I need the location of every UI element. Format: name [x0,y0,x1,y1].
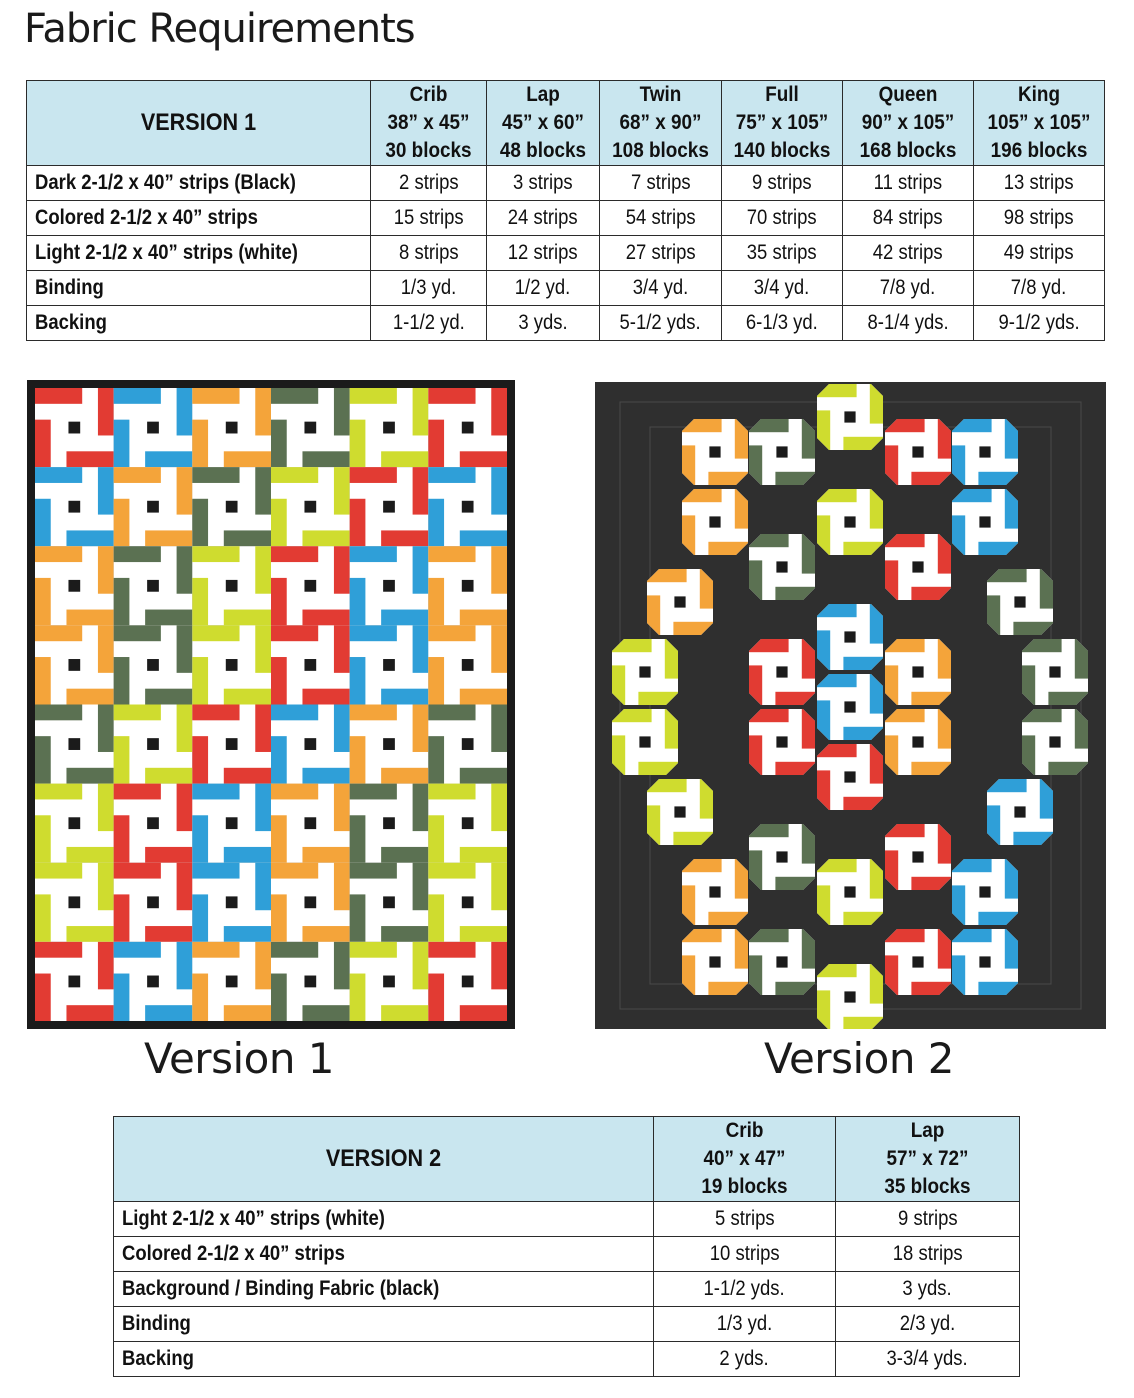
table-cell: 11 strips [843,166,974,201]
table-cell: 1/3 yd. [654,1307,836,1342]
table-cell: 3 yds. [836,1272,1020,1307]
quilt-block [271,942,350,1021]
quilt-block [885,419,951,485]
quilt-block [428,467,507,546]
table-cell: 13 strips [974,166,1105,201]
row-label: Binding [114,1307,654,1342]
quilt-block [114,388,193,467]
quilt-block [749,824,815,890]
quilt-block [682,489,748,555]
quilt-block [35,705,114,784]
quilt-block [817,964,883,1029]
row-label: Backing [114,1342,654,1377]
table-row [114,1202,1020,1237]
table-cell: 18 strips [836,1237,1020,1272]
table-cell: 42 strips [843,236,974,271]
quilt-block [987,569,1053,635]
size-column-header: Lap 57” x 72” 35 blocks [836,1117,1020,1202]
quilt-block [35,625,114,704]
table-cell: 1-1/2 yd. [371,306,487,341]
row-label: Light 2-1/2 x 40” strips (white) [27,236,371,271]
row-label: Backing [27,306,371,341]
table-cell: 54 strips [600,201,722,236]
table-row [27,271,1105,306]
quilt-block [1022,639,1088,705]
quilt-block [682,859,748,925]
quilt-block [817,859,883,925]
quilt-block [749,419,815,485]
table-cell: 10 strips [654,1237,836,1272]
table-cell: 1/3 yd. [371,271,487,306]
row-label: Background / Binding Fabric (black) [114,1272,654,1307]
quilt-block [350,467,429,546]
table-cell: 35 strips [722,236,843,271]
size-column-header: Twin 68” x 90” 108 blocks [600,81,722,166]
quilt-block [192,467,271,546]
table-cell: 27 strips [600,236,722,271]
table-row [27,236,1105,271]
quilt-block [271,625,350,704]
quilt-block [1022,709,1088,775]
quilt-block [428,942,507,1021]
quilt-block [885,824,951,890]
quilt-block [749,534,815,600]
quilt-block [192,863,271,942]
row-label: Colored 2-1/2 x 40” strips [27,201,371,236]
size-column-header: Queen 90” x 105” 168 blocks [843,81,974,166]
table-cell: 7/8 yd. [843,271,974,306]
quilt-block [885,534,951,600]
quilt-block [817,674,883,740]
quilt-block [885,929,951,995]
table-row [27,201,1105,236]
table-cell: 1-1/2 yds. [654,1272,836,1307]
quilt-block [817,744,883,810]
table-row [114,1237,1020,1272]
quilt-block [817,384,883,450]
size-column-header: King 105” x 105” 196 blocks [974,81,1105,166]
quilt-block [35,863,114,942]
quilt-block [114,546,193,625]
quilt-block [271,388,350,467]
quilt-block [271,546,350,625]
table-cell: 9 strips [836,1202,1020,1237]
quilt-block [428,784,507,863]
table-cell: 70 strips [722,201,843,236]
version-1-requirements-table [26,80,1105,341]
quilt-block [428,625,507,704]
table-cell: 3 strips [487,166,600,201]
quilt-block [350,942,429,1021]
table-header-row [27,81,1105,166]
table-cell: 5 strips [654,1202,836,1237]
version-1-quilt-image [27,380,515,1029]
quilt-block [749,929,815,995]
table-cell: 3-3/4 yds. [836,1342,1020,1377]
quilt-block [749,639,815,705]
table-cell: 3/4 yd. [600,271,722,306]
table-cell: 84 strips [843,201,974,236]
table-title: VERSION 1 [27,81,371,166]
table-cell: 2 strips [371,166,487,201]
quilt-block [647,779,713,845]
table-cell: 3/4 yd. [722,271,843,306]
quilt-block [35,388,114,467]
quilt-block [35,546,114,625]
quilt-block [952,489,1018,555]
quilt-block [192,388,271,467]
version-2-caption: Version 2 [764,1034,955,1083]
table-cell: 8-1/4 yds. [843,306,974,341]
row-label: Binding [27,271,371,306]
quilt-block [114,784,193,863]
quilt-block [114,625,193,704]
size-column-header: Crib 40” x 47” 19 blocks [654,1117,836,1202]
table-row [27,166,1105,201]
quilt-block [271,705,350,784]
table-row [114,1307,1020,1342]
table-cell: 7 strips [600,166,722,201]
quilt-block [192,784,271,863]
row-label: Light 2-1/2 x 40” strips (white) [114,1202,654,1237]
quilt-block [350,546,429,625]
version-2-quilt-image [595,382,1106,1029]
quilt-block [192,625,271,704]
quilt-block [350,388,429,467]
quilt-block [271,467,350,546]
table-cell: 6-1/3 yd. [722,306,843,341]
quilt-block [114,942,193,1021]
size-column-header: Crib 38” x 45” 30 blocks [371,81,487,166]
quilt-block [271,863,350,942]
quilt-block [885,709,951,775]
quilt-block [35,467,114,546]
quilt-block [749,709,815,775]
quilt-block [35,784,114,863]
quilt-block [987,779,1053,845]
table-cell: 24 strips [487,201,600,236]
quilt-block [428,863,507,942]
quilt-block [612,709,678,775]
quilt-block [612,639,678,705]
table-cell: 15 strips [371,201,487,236]
quilt-block [350,705,429,784]
quilt-block [192,546,271,625]
quilt-block [192,942,271,1021]
quilt-block [428,705,507,784]
quilt-block [428,546,507,625]
table-cell: 9-1/2 yds. [974,306,1105,341]
quilt-block [35,942,114,1021]
page-title: Fabric Requirements [24,6,415,52]
row-label: Colored 2-1/2 x 40” strips [114,1237,654,1272]
quilt-block [350,784,429,863]
quilt-block [114,705,193,784]
quilt-block [114,467,193,546]
table-cell: 9 strips [722,166,843,201]
quilt-block [350,863,429,942]
quilt-block [428,388,507,467]
quilt-block [952,419,1018,485]
quilt-block [114,863,193,942]
table-cell: 49 strips [974,236,1105,271]
quilt-block [817,604,883,670]
table-row [114,1342,1020,1377]
table-row [27,306,1105,341]
row-label: Dark 2-1/2 x 40” strips (Black) [27,166,371,201]
version-1-caption: Version 1 [144,1034,335,1083]
quilt-block [885,639,951,705]
quilt-block [952,929,1018,995]
table-cell: 7/8 yd. [974,271,1105,306]
size-column-header: Full 75” x 105” 140 blocks [722,81,843,166]
table-cell: 2/3 yd. [836,1307,1020,1342]
table-cell: 12 strips [487,236,600,271]
table-cell: 8 strips [371,236,487,271]
quilt-block [350,625,429,704]
table-cell: 5-1/2 yds. [600,306,722,341]
quilt-block [192,705,271,784]
quilt-block [682,419,748,485]
quilt-block [647,569,713,635]
table-cell: 98 strips [974,201,1105,236]
table-cell: 2 yds. [654,1342,836,1377]
size-column-header: Lap 45” x 60” 48 blocks [487,81,600,166]
quilt-block [271,784,350,863]
table-header-row [114,1117,1020,1202]
quilt-block [952,859,1018,925]
quilt-block [682,929,748,995]
quilt-block [817,489,883,555]
table-cell: 3 yds. [487,306,600,341]
table-cell: 1/2 yd. [487,271,600,306]
table-row [114,1272,1020,1307]
table-title: VERSION 2 [114,1117,654,1202]
version-2-requirements-table [113,1116,1020,1377]
